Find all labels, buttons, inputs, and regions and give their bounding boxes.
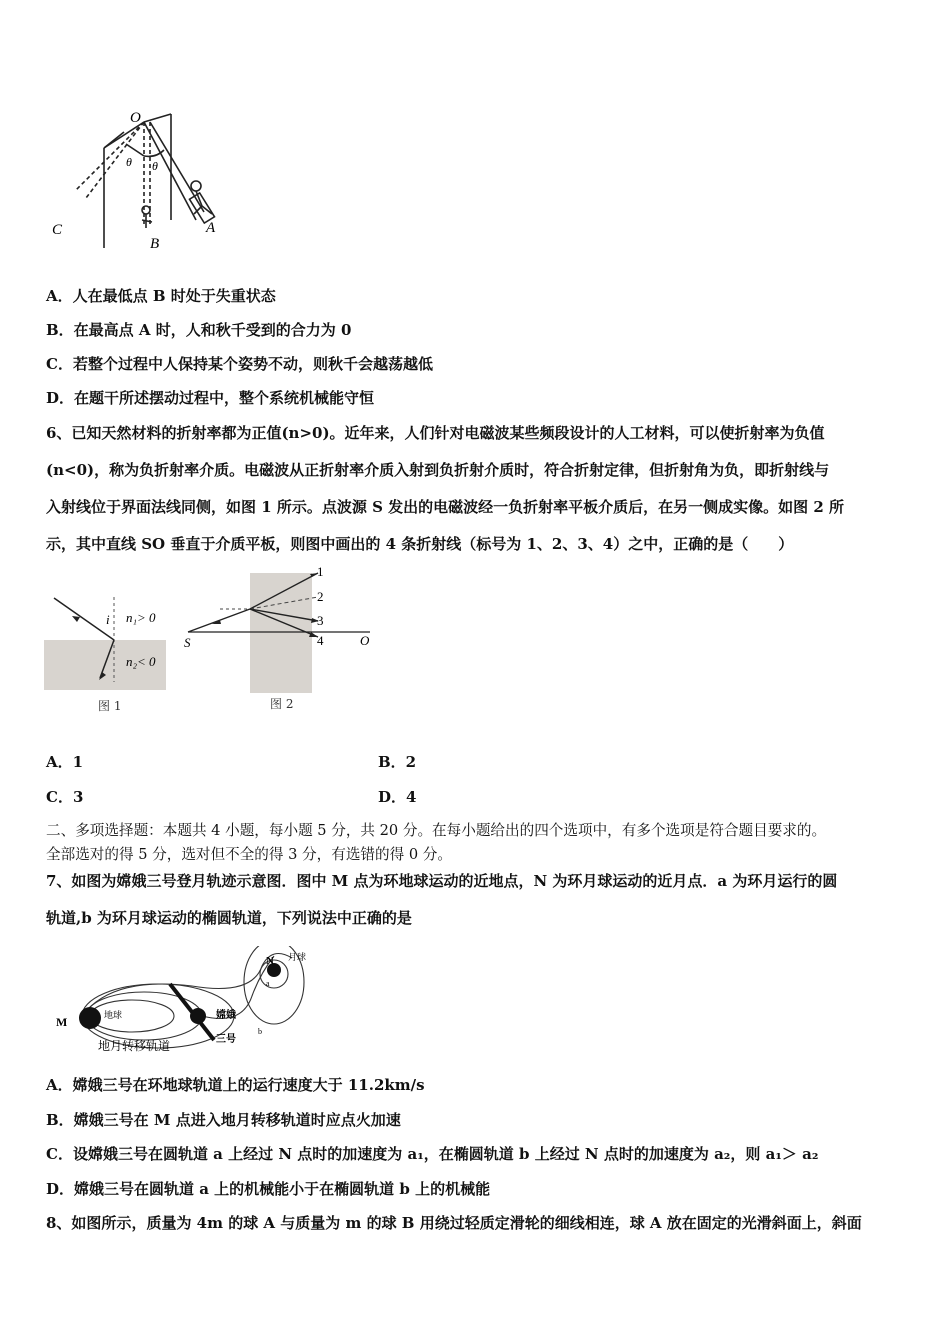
q6-option-c[interactable]: C．3 [46, 788, 84, 806]
q8-stem-line-1: 8、如图所示，质量为 4m 的球 A 与质量为 m 的球 B 用绕过轻质定滑轮的细线相连，球 A 放在固定的光滑斜面上，斜面 [46, 1214, 862, 1232]
fig1-label-n2: n₂< 0 [126, 654, 156, 669]
label-moon: 月球 [288, 952, 307, 962]
q6-stem-line-3: 入射线位于界面法线同侧，如图 1 所示。点波源 S 发出的电磁波经一负折射率平板介质后，在另一侧成实像。如图 2 所 [46, 498, 845, 516]
refraction-figure-1 [44, 592, 174, 717]
label-n: N [266, 955, 274, 967]
q6-option-b[interactable]: B．2 [378, 753, 417, 771]
fig1-label-i: i [106, 612, 110, 627]
fig1-label-n1: n₁> 0 [126, 610, 156, 625]
label-orbit-b: b [258, 1027, 262, 1036]
fig2-label-3: 3 [317, 613, 324, 628]
label-o: O [130, 110, 141, 126]
label-earth: 地球 [104, 1010, 123, 1020]
q7-option-d[interactable]: D．嫦娥三号在圆轨道 a 上的机械能小于在椭圆轨道 b 上的机械能 [46, 1180, 491, 1198]
q6-option-a[interactable]: A．1 [46, 753, 84, 771]
q5-option-d[interactable]: D．在题干所述摆动过程中，整个系统机械能守恒 [46, 389, 375, 407]
fig2-label-s: S [184, 635, 191, 650]
fig2-label-4: 4 [317, 633, 324, 648]
q6-option-d[interactable]: D．4 [378, 788, 417, 806]
q7-stem-line-2: 轨道,b 为环月球运动的椭圆轨道，下列说法中正确的是 [46, 909, 412, 927]
swing-figure [46, 110, 246, 255]
fig2-caption: 图 2 [270, 697, 294, 711]
label-change3-1: 嫦娥 [216, 1010, 236, 1021]
label-theta-right: θ [152, 159, 158, 173]
lunar-orbit-figure [52, 946, 322, 1056]
q7-option-c[interactable]: C．设嫦娥三号在圆轨道 a 上经过 N 点时的加速度为 a₁，在椭圆轨道 b 上经过 N 点时的加速度为 a₂，则 a₁＞ a₂ [46, 1145, 819, 1163]
q5-option-a[interactable]: A．人在最低点 B 时处于失重状态 [46, 287, 276, 305]
section2-line-2: 全部选对的得 5 分，选对但不全的得 3 分，有选错的得 0 分。 [46, 846, 452, 863]
q5-option-c[interactable]: C．若整个过程中人保持某个姿势不动，则秋千会越荡越低 [46, 355, 433, 373]
label-b: B [150, 236, 160, 252]
q6-stem-line-2: (n<0)，称为负折射率介质。电磁波从正折射率介质入射到负折射介质时，符合折射定律，但折射角为负，即折射线与 [46, 461, 830, 479]
fig2-label-o: O [360, 633, 370, 648]
q7-stem-line-1: 7、如图为嫦娥三号登月轨迹示意图．图中 M 点为环地球运动的近地点，N 为环月球运动的近月点．a 为环月运行的圆 [46, 872, 838, 890]
fig1-caption: 图 1 [98, 699, 122, 713]
label-m: M [56, 1015, 68, 1029]
section2-line-1: 二、多项选择题：本题共 4 小题，每小题 5 分，共 20 分。在每小题给出的四个选项中，有多个选项是符合题目要求的。 [46, 822, 827, 839]
label-change3-2: 三号 [216, 1034, 236, 1045]
q6-stem-line-4: 示，其中直线 SO 垂直于介质平板，则图中画出的 4 条折射线（标号为 1、2、3、4）之中，正确的是（ ） [46, 535, 794, 553]
label-a: A [206, 220, 216, 236]
fig2-label-1: 1 [317, 565, 324, 579]
q7-option-a[interactable]: A．嫦娥三号在环地球轨道上的运行速度大于 11.2km/s [46, 1076, 425, 1094]
q7-option-b[interactable]: B．嫦娥三号在 M 点进入地月转移轨道时应点火加速 [46, 1111, 401, 1129]
q6-stem-line-1: 6、已知天然材料的折射率都为正值(n>0)。近年来，人们针对电磁波某些频段设计的人工材料，可以使折射率为负值 [46, 424, 825, 442]
fig2-label-2: 2 [317, 589, 324, 604]
q5-option-b[interactable]: B．在最高点 A 时，人和秋千受到的合力为 0 [46, 321, 352, 339]
label-orbit-a: a [266, 979, 270, 988]
figure-caption-transfer-orbit: 地月转移轨道 [98, 1039, 171, 1053]
label-theta-left: θ [126, 155, 132, 169]
label-c: C [52, 222, 63, 238]
refraction-figure-2 [180, 565, 380, 720]
